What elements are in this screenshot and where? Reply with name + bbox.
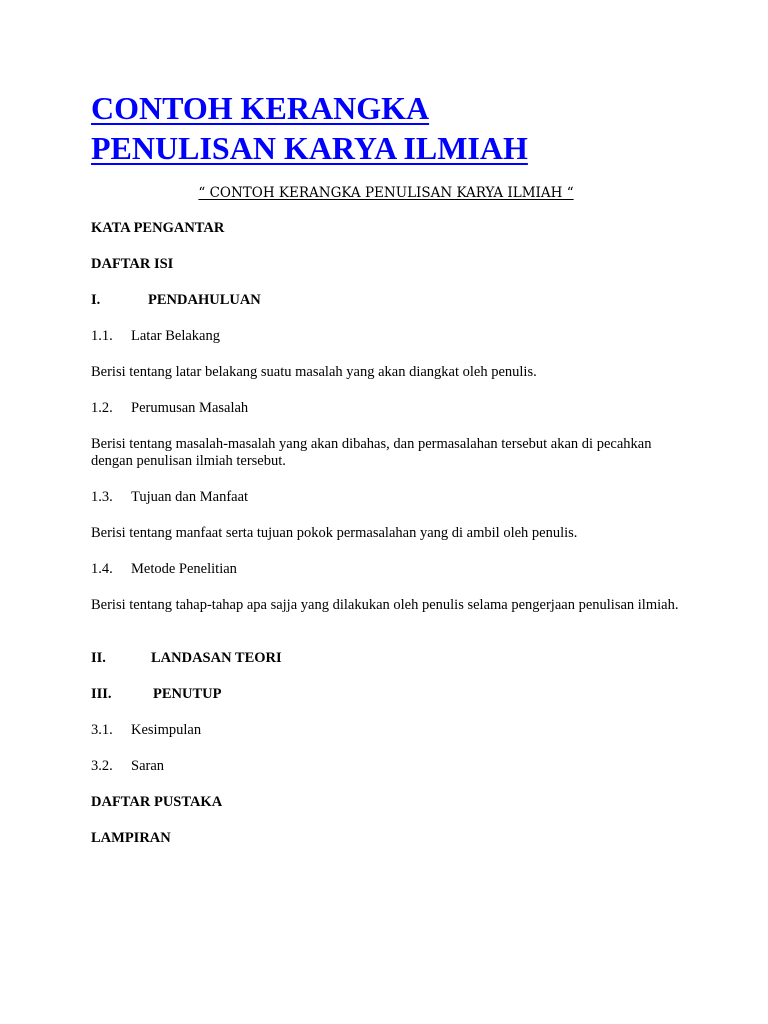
- chapter-number: I.: [91, 292, 101, 308]
- chapter-title: LANDASAN TEORI: [151, 650, 282, 666]
- document-subtitle: “ CONTOH KERANGKA PENULISAN KARYA ILMIAH “: [198, 185, 574, 201]
- section-3-1: [91, 722, 201, 739]
- chapter-number: III.: [91, 686, 112, 702]
- chapter-title: PENUTUP: [153, 686, 222, 702]
- section-number: 1.1.: [91, 328, 113, 344]
- section-number: 3.2.: [91, 758, 113, 774]
- section-title: Tujuan dan Manfaat: [131, 489, 249, 505]
- heading-lampiran: LAMPIRAN: [91, 830, 171, 846]
- section-3-2: [91, 758, 164, 775]
- page-title-link[interactable]: CONTOH KERANGKA PENULISAN KARYA ILMIAH: [91, 90, 528, 166]
- section-1-4: [91, 561, 237, 578]
- chapter-title: PENDAHULUAN: [148, 292, 261, 308]
- section-number: 3.1.: [91, 722, 113, 738]
- heading-daftar-isi: DAFTAR ISI: [91, 256, 174, 272]
- heading-daftar-pustaka: DAFTAR PUSTAKA: [91, 794, 223, 810]
- heading-kata-pengantar: KATA PENGANTAR: [91, 220, 225, 236]
- paragraph-1-1: Berisi tentang latar belakang suatu masalah yang akan diangkat oleh penulis.: [91, 364, 537, 380]
- section-title: Metode Penelitian: [131, 561, 237, 577]
- chapter-number: II.: [91, 650, 106, 666]
- document-page: [91, 88, 701, 846]
- paragraph-1-3: Berisi tentang manfaat serta tujuan pokok permasalahan yang di ambil oleh penulis.: [91, 525, 578, 541]
- section-title: Perumusan Masalah: [131, 400, 249, 416]
- chapter-1: [91, 292, 261, 309]
- section-1-3: [91, 489, 248, 506]
- chapter-3: [91, 686, 221, 703]
- paragraph-1-4: Berisi tentang tahap-tahap apa sajja yang dilakukan oleh penulis selama pengerjaan penulisan ilmiah.: [91, 597, 679, 613]
- section-1-2: [91, 400, 248, 417]
- section-1-1: [91, 328, 220, 345]
- paragraph-1-2: Berisi tentang masalah-masalah yang akan dibahas, dan permasalahan tersebut akan di pecahkan dengan penulisan ilmiah tersebut.: [91, 436, 652, 469]
- section-number: 1.3.: [91, 489, 113, 505]
- section-title: Saran: [131, 758, 165, 774]
- section-number: 1.2.: [91, 400, 113, 416]
- section-title: Kesimpulan: [131, 722, 202, 738]
- section-title: Latar Belakang: [131, 328, 220, 344]
- chapter-2: [91, 650, 282, 667]
- section-number: 1.4.: [91, 561, 113, 577]
